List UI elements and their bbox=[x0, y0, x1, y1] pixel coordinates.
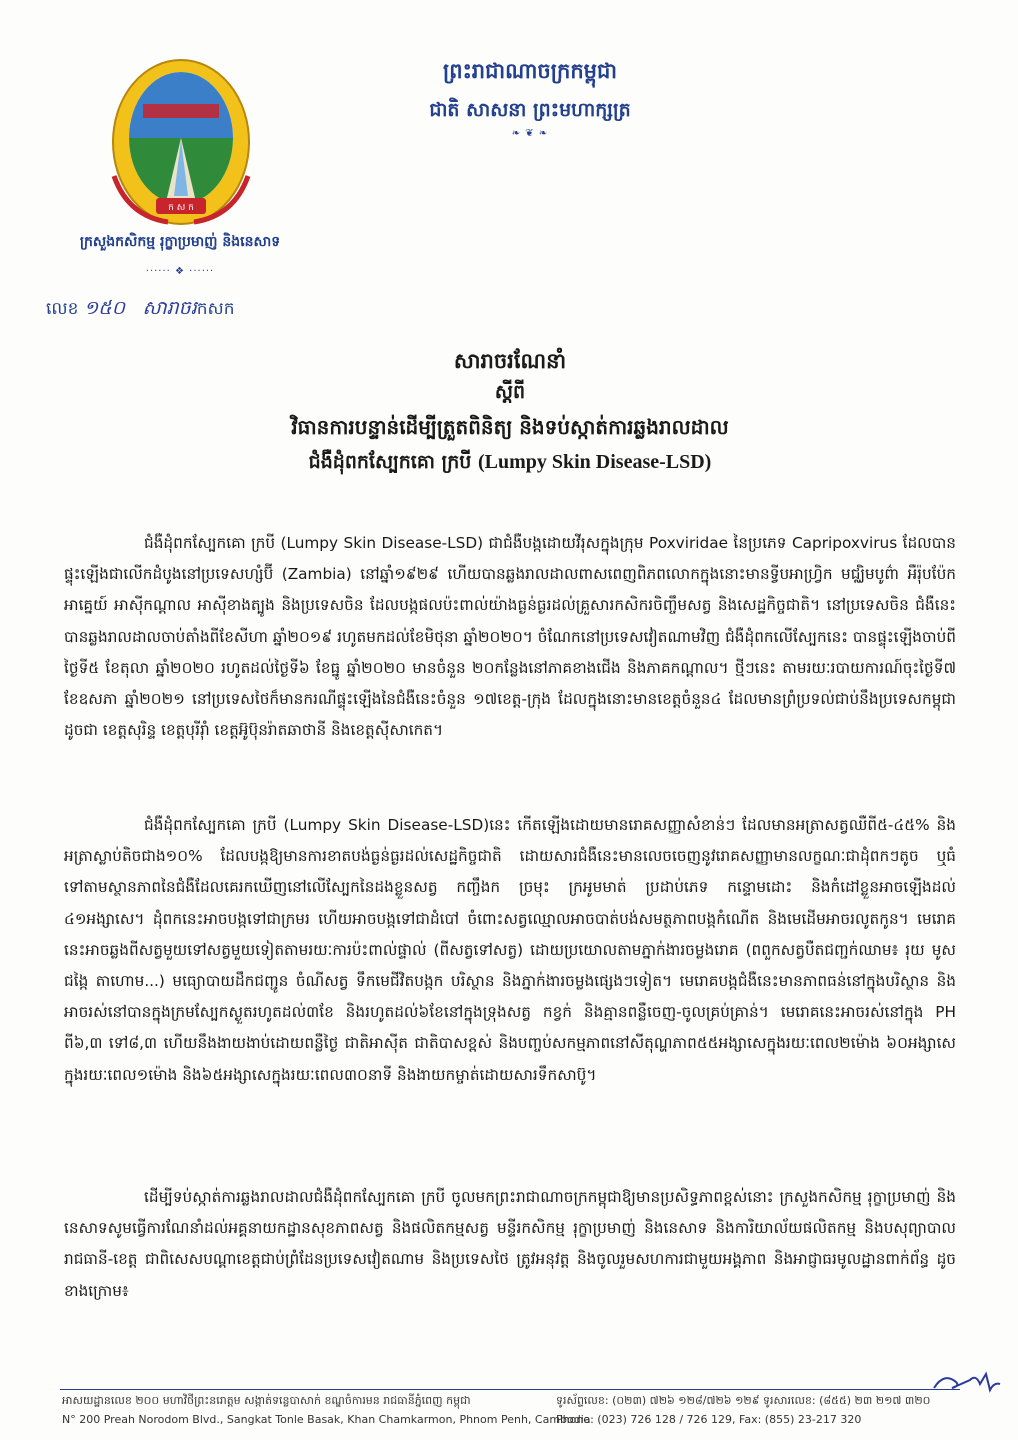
paragraph-text: ដើម្បីទប់ស្កាត់ការឆ្លងរាលដាលជំងឺដុំពកស្បែកគោ ក្របី ចូលមកព្រះរាជាណាចក្រកម្ពុជាឱ្យមានប្រសិទ្ធភាពខ្ពស់នោះ ក្រសួងកសិកម្ម រុក្ខាប្រមាញ់ និងនេសាទសូមធ្វើការណែនាំដល់អគ្គនាយកដ្ឋានសុខភាពសត្វ និងផលិតកម្មសត្វ មន្ទីរកសិកម្ម រុក្ខាប្រមាញ់ និងនេសាទ និងការិយាល័យផលិតកម្ម និងបសុព្យាបាលរាជធានី-ខេត្ត ជាពិសេសបណ្តាខេត្តជាប់ព្រំដែនប្រទេសវៀតណាម និងប្រទេសថៃ ត្រូវអនុវត្ត និងចូលរួមសហការជាមួយអង្គភាព និងអាជ្ញាធរមូលដ្ឋានពាក់ព័ន្ធ ដូចខាងក្រោម៖ bbox=[64, 1188, 956, 1300]
reference-number bbox=[46, 296, 235, 324]
document-subject-line: វិធានការបន្ទាន់ដើម្បីត្រួតពិនិត្យ និងទប់ស្កាត់ការឆ្លងរាលដាល bbox=[291, 415, 729, 439]
paragraph-2 bbox=[64, 810, 956, 1091]
paragraph-text: ជំងឺដុំពកស្បែកគោ ក្របី (Lumpy Skin Disease-LSD)នេះ កើតឡើងដោយមានរោគសញ្ញាសំខាន់ៗ ដែលមានអត្រាសត្វឈឺពី៥-៤៥% និងអត្រាស្លាប់តិចជាង១០% ដែលបង្កឱ្យមានការខាតបង់ធ្ងន់ធ្ងរដល់សេដ្ឋកិច្ចជាតិ ដោយសារជំងឺនេះមានលេចចេញនូវរោគសញ្ញាមានលក្ខណៈជាដុំពកៗតូច ឬធំទៅតាមស្ថានភាពនៃជំងឺដែលគេរកឃើញនៅលើស្បែកនៃដងខ្លួនសត្វ កញ្ចឹងក ច្រមុះ ក្រអូមមាត់ ប្រដាប់ភេទ កន្ទោមដោះ និងកំដៅខ្លួនអាចឡើងដល់ ៤១អង្សាសេ។ ដុំពកនេះអាចបង្កទៅជាក្រមរ ហើយអាចបង្កទៅជាដំបៅ ចំពោះសត្វឈ្មោលអាចបាត់បង់សមត្ថភាពបង្កកំណើត និងមេដើមអាចរលូតកូន។ មេរោគនេះអាចឆ្លងពីសត្វមួយទៅសត្វមួយទៀតតាមរយៈការប៉ះពាល់ផ្ទាល់ (ពីសត្វទៅសត្វ) ដោយប្រយោលតាមភ្នាក់ងារចម្លងរោគ (ពពួកសត្វបឺតជញ្ជក់ឈាម៖ រុយ មូស ជង្កៃ តាហោម...) មធ្យោបាយដឹកជញ្ជូន ចំណីសត្វ ទឹកមេជីវិតបង្កក បរិស្ថាន និងភ្នាក់ងារចម្លងផ្សេងៗទៀត។ មេរោគបង្កជំងឺនេះមានភាពធន់នៅក្នុងបរិស្ថាន និងអាចរស់នៅបានក្នុងក្រមស្បែកស្ងួតរហូតដល់៣ខែ និងរហូតដល់៦ខែនៅក្នុងទ្រុងសត្វ កខ្វក់ និងគ្មានពន្លឺចេញ-ចូលគ្រប់គ្រាន់។ មេរោគនេះអាចរស់នៅក្នុង PH ពី៦,៣ ទៅ៨,៣ ហើយនឹងងាយងាប់ដោយពន្លឺថ្ងៃ ជាតិអាស៊ីត ជាតិបាសខ្ពស់ និងបញ្ចប់សកម្មភាពនៅសីតុណ្ហភាព៥៥អង្សាសេក្នុងរយៈពេល២ម៉ោង ៦០អង្សាសេក្នុងរយៈពេល១ម៉ោង និង៦៥អង្សាសេក្នុងរយៈពេល៣០នាទី និងងាយកម្ចាត់ដោយសារទឹកសាប៊ូ។ bbox=[64, 816, 956, 1084]
signature-initials bbox=[930, 1368, 1002, 1396]
paragraph-1 bbox=[64, 528, 956, 746]
kingdom-heading: ព្រះរាជាណាចក្រកម្ពុជា bbox=[442, 59, 617, 83]
footer-phone-english: Phone: (023) 726 128 / 726 129, Fax: (855) 23-217 320 bbox=[556, 1413, 862, 1426]
motto-divider-icon: ❧ ❦ ❧ bbox=[511, 128, 549, 139]
paragraph-text: ជំងឺដុំពកស្បែកគោ ក្របី (Lumpy Skin Disease-LSD) ជាជំងឺបង្កដោយវីរុសក្នុងក្រុម Poxviridae នៃប្រភេទ Capripoxvirus ដែលបានផ្ទុះឡើងជាលើកដំបូងនៅប្រទេសហ្សំប៊ី (Zambia) នៅឆ្នាំ១៩២៩ ហើយបានឆ្លងរាលដាលពាសពេញពិភពលោកក្នុងនោះមានទ្វីបអាហ្វ្រិក មជ្ឈិមបូព៌ា អឺរ៉ុបប៉ែកអាគ្នេយ៍ អាស៊ីកណ្តាល អាស៊ីខាងត្បូង និងប្រទេសចិន ដែលបង្កផលប៉ះពាល់យ៉ាងធ្ងន់ធ្ងរដល់គ្រួសារកសិករចិញ្ចឹមសត្វ និងសេដ្ឋកិច្ចជាតិ។ នៅប្រទេសចិន ជំងឺនេះបានឆ្លងរាលដាលចាប់តាំងពីខែសីហា ឆ្នាំ២០១៩ រហូតមកដល់ខែមិថុនា ឆ្នាំ២០២០។ ចំណែកនៅប្រទេសវៀតណាមវិញ ជំងឺដុំពកលើស្បែកនេះ បានផ្ទុះឡើងចាប់ពីថ្ងៃទី៥ ខែតុលា ឆ្នាំ២០២០ រហូតដល់ថ្ងៃទី៦ ខែធ្នូ ឆ្នាំ២០២០ មានចំនួន ២០កន្លែងនៅភាគខាងជើង និងភាគកណ្តាល។ ថ្មីៗនេះ តាមរយៈរបាយការណ៍ចុះថ្ងៃទី៧ ខែឧសភា ឆ្នាំ២០២១ នៅប្រទេសថៃក៏មានករណីផ្ទុះឡើងនៃជំងឺនេះចំនួន ១៧ខេត្ត-ក្រុង ដែលក្នុងនោះមានខេត្តចំនួន៤ ដែលមានព្រំប្រទល់ជាប់នឹងប្រទេសកម្ពុជា ដូចជា ខេត្តសុរិន្ទ ខេត្តបុរីរ៉ាំ ខេត្តអ៊ូប៊ុនរ៉ាតឆាថានី និងខេត្តស៊ីសាកេត។ bbox=[64, 534, 956, 740]
footer-divider bbox=[60, 1389, 960, 1390]
footer-address-khmer: អាសយដ្ឋានលេខ ២០០ មហាវិថីព្រះនរោត្តម សង្កាត់ទន្លេបាសាក់ ខណ្ឌចំការមន រាជធានីភ្នំពេញ កម្ពុជា bbox=[62, 1394, 471, 1407]
footer-address-english: N° 200 Preah Norodom Blvd., Sangkat Tonle Basak, Khan Chamkarmon, Phnom Penh, Cambodia bbox=[62, 1413, 591, 1426]
ministry-name: ក្រសួងកសិកម្ម រុក្ខាប្រមាញ់ និងនេសាទ bbox=[79, 234, 281, 250]
document-title: សារាចរណែនាំ bbox=[453, 349, 567, 373]
reference-suffix: កសក bbox=[196, 299, 235, 319]
ministry-divider-icon: ······ ❖ ······ bbox=[145, 266, 215, 277]
disease-name-khmer: ជំងឺដុំពកស្បែកគោ ក្របី bbox=[308, 451, 472, 473]
reference-handwritten-suffix: សារាចរ bbox=[142, 297, 197, 319]
reference-number-value: ១៥០ bbox=[83, 297, 126, 319]
ministry-emblem bbox=[108, 56, 254, 228]
document-subtitle-about: ស្តីពី bbox=[494, 381, 526, 403]
document-subject-disease bbox=[60, 450, 960, 478]
emblem-letters: ក ស ក bbox=[168, 203, 194, 213]
national-motto: ជាតិ សាសនា ព្រះមហាក្សត្រ bbox=[429, 99, 631, 121]
footer-phone-khmer: ទូរស័ព្ទលេខ: (០២៣) ៧២៦ ១២៨/៧២៦ ១២៩ ទូរសារលេខ: (៨៥៥) ២៣ ២១៧ ៣២០ bbox=[556, 1394, 931, 1407]
disease-name-latin: (Lumpy Skin Disease-LSD) bbox=[477, 451, 712, 473]
reference-prefix: លេខ bbox=[46, 299, 79, 319]
paragraph-3 bbox=[64, 1182, 956, 1307]
